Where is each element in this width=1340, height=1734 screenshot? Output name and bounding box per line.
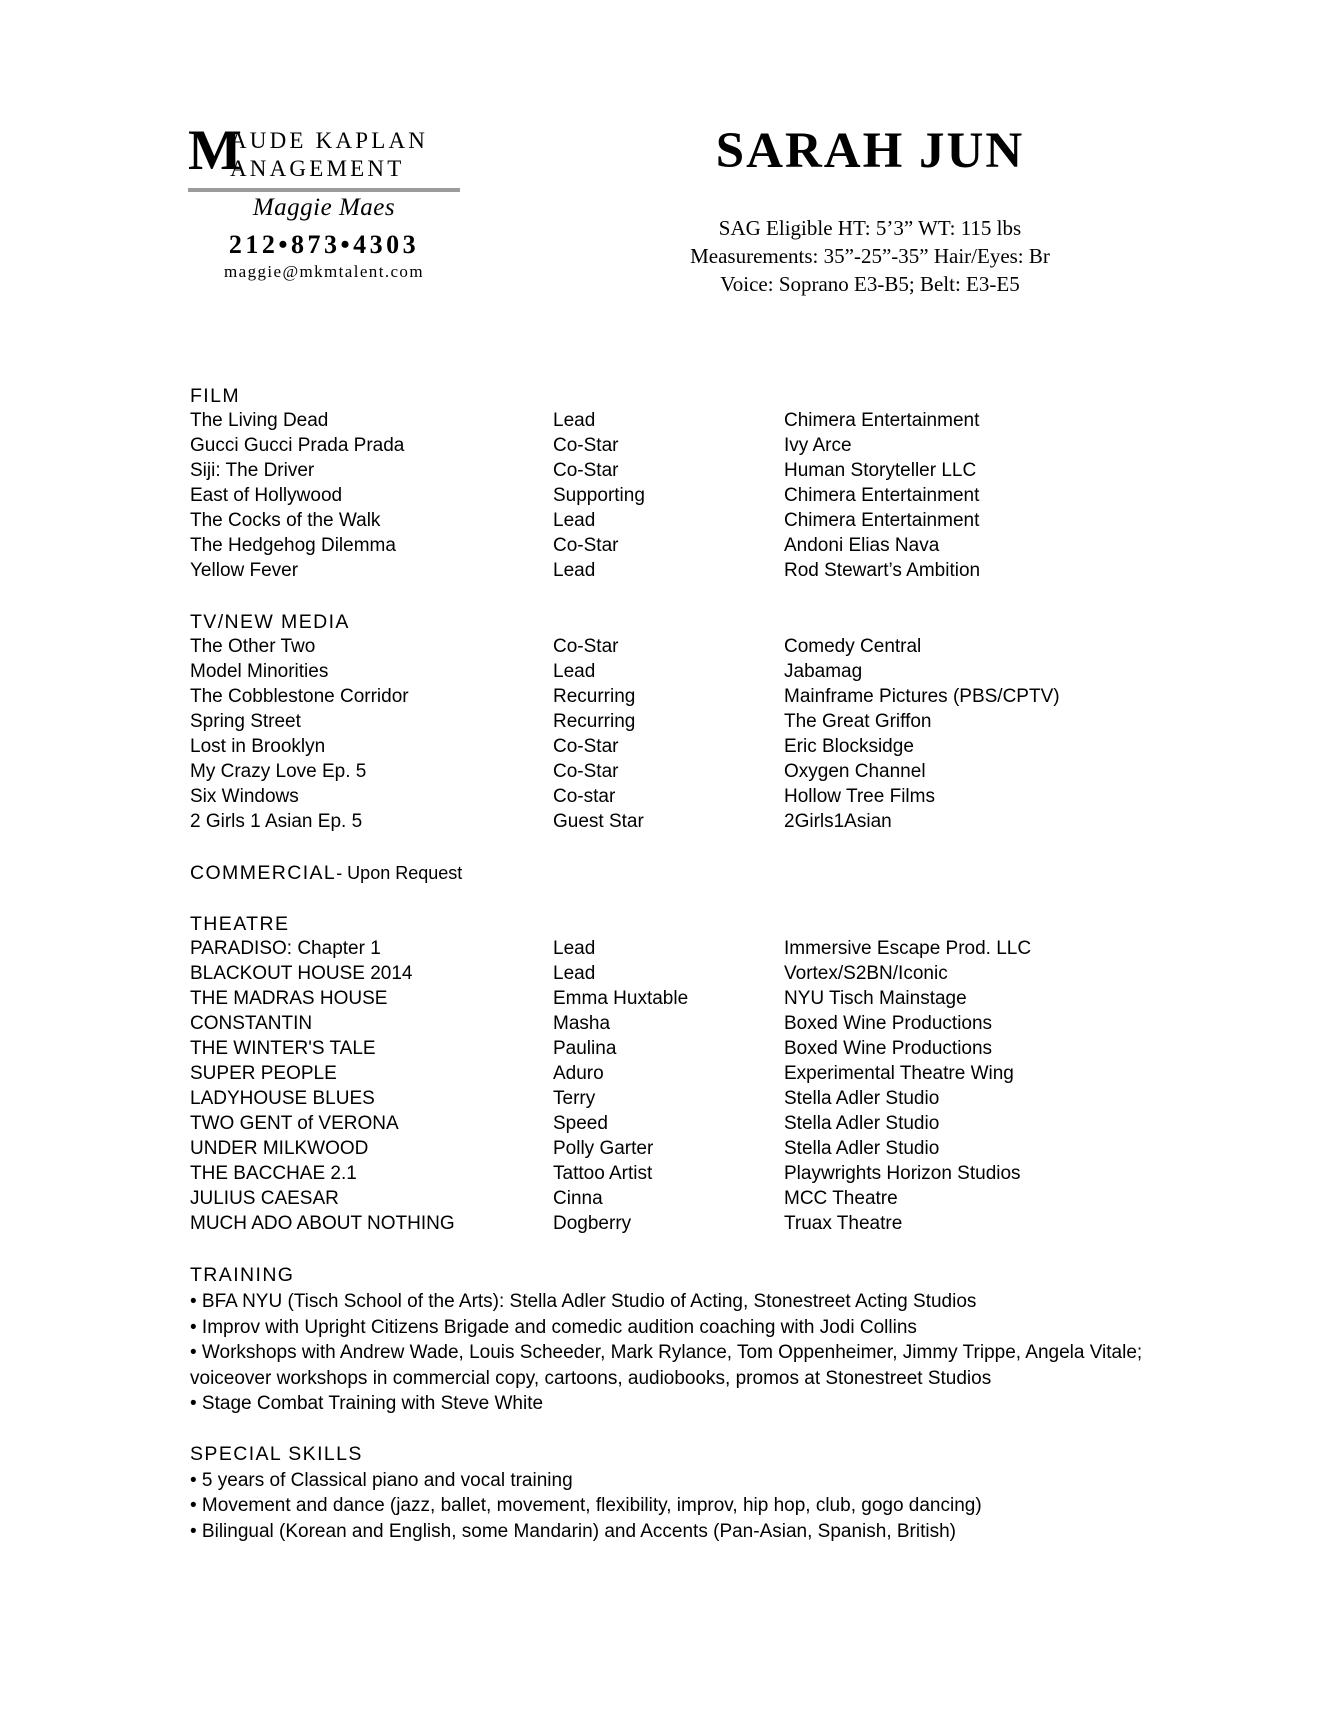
credit-house: 2Girls1Asian [784,811,892,832]
credit-house: Andoni Elias Nava [784,535,940,556]
credit-title: Model Minorities [190,661,329,682]
credit-house: Jabamag [784,661,863,682]
credit-house: Boxed Wine Productions [784,1038,993,1059]
credit-title: The Other Two [190,636,316,657]
agency-drop-cap: M [188,119,242,182]
credit-house: Immersive Escape Prod. LLC [784,938,1032,959]
agency-email[interactable]: maggie@mkmtalent.com [224,262,424,281]
credit-title: Yellow Fever [190,560,299,581]
credit-role: Supporting [553,485,645,506]
table-row [190,510,1200,535]
credit-role: Co-Star [553,535,619,556]
section-training [190,1264,1200,1417]
credit-house: Stella Adler Studio [784,1113,940,1134]
list-item: • Stage Combat Training with Steve White [190,1393,544,1414]
credit-title: East of Hollywood [190,485,343,506]
table-row [190,535,1200,560]
credit-role: Speed [553,1113,608,1134]
section-spacer [190,836,1200,862]
credit-role: Polly Garter [553,1138,654,1159]
actor-stats [520,214,1220,298]
list-item: • Bilingual (Korean and English, some Mandarin) and Accents (Pan-Asian, Spanish, British) [190,1520,956,1542]
section-heading-special-skills: SPECIAL SKILLS [190,1442,363,1465]
table-row [190,1088,1200,1113]
credit-house: Rod Stewart’s Ambition [784,560,981,581]
credit-title: The Living Dead [190,410,329,431]
table-row [190,1188,1200,1213]
section-tv-new-media [190,611,1200,836]
tv-credit-list [190,636,1200,836]
table-row [190,1163,1200,1188]
section-special-skills [190,1443,1200,1545]
credit-title: The Hedgehog Dilemma [190,535,396,556]
skills-list [190,1468,1200,1545]
credit-role: Co-Star [553,636,619,657]
resume-body [190,385,1200,1544]
credit-role: Lead [553,938,596,959]
table-row [190,1038,1200,1063]
credit-role: Co-Star [553,736,619,757]
credit-role: Co-star [553,786,616,807]
credit-house: Stella Adler Studio [784,1138,940,1159]
table-row [190,938,1200,963]
credit-house: The Great Griffon [784,711,932,732]
credit-title: Siji: The Driver [190,460,315,481]
credit-role: Emma Huxtable [553,988,689,1009]
credit-role: Lead [553,661,596,682]
credit-role: Terry [553,1088,596,1109]
table-row [190,485,1200,510]
credit-title: SUPER PEOPLE [190,1063,337,1084]
credit-role: Dogberry [553,1213,632,1234]
credit-house: Comedy Central [784,636,922,657]
table-row [190,410,1200,435]
section-heading-film: FILM [190,385,241,407]
credit-title: CONSTANTIN [190,1013,313,1034]
credit-title: THE BACCHAE 2.1 [190,1163,357,1184]
credit-title: Spring Street [190,711,301,732]
list-item: • Workshops with Andrew Wade, Louis Scheeder, Mark Rylance, Tom Oppenheimer, Jimmy Trippe, Angela Vitale; voiceover workshops in commercial copy, cartoons, audiobooks, promos at Stonestreet Studios [190,1342,1143,1389]
list-item: • BFA NYU (Tisch School of the Arts): Stella Adler Studio of Acting, Stonestreet Acting Studios [190,1291,977,1312]
credit-house: Boxed Wine Productions [784,1013,993,1034]
agency-line-2: ANAGEMENT [230,156,405,181]
credit-house: Human Storyteller LLC [784,460,977,481]
table-row [190,736,1200,761]
table-row [190,1013,1200,1038]
agent-name: Maggie Maes [252,194,396,221]
credit-house: Oxygen Channel [784,761,926,782]
agency-phone: 212•873•4303 [228,230,420,259]
actor-identity-block [520,122,1220,298]
credit-house: Vortex/S2BN/Iconic [784,963,948,984]
section-heading-training: TRAINING [190,1264,295,1286]
credit-title: Lost in Brooklyn [190,736,326,757]
credit-title: The Cocks of the Walk [190,510,381,531]
credit-title: LADYHOUSE BLUES [190,1088,375,1109]
list-item: • 5 years of Classical piano and vocal training [190,1469,573,1491]
table-row [190,435,1200,460]
theatre-credit-list [190,938,1200,1238]
section-heading-tv: TV/NEW MEDIA [190,611,350,633]
credit-house: Hollow Tree Films [784,786,935,807]
credit-role: Lead [553,410,596,431]
credit-title: 2 Girls 1 Asian Ep. 5 [190,811,363,832]
section-spacer [190,1417,1200,1443]
page-title: SARAH JUN [715,123,1025,179]
credit-title: Six Windows [190,786,299,807]
table-row [190,460,1200,485]
section-theatre [190,913,1200,1238]
credit-role: Co-Star [553,460,619,481]
table-row [190,1138,1200,1163]
training-list [190,1289,1200,1417]
credit-house: Truax Theatre [784,1213,903,1234]
credit-house: Mainframe Pictures (PBS/CPTV) [784,686,1060,707]
credit-role: Co-Star [553,761,619,782]
agency-name [188,119,488,192]
film-credit-list [190,410,1200,585]
section-spacer [190,1238,1200,1264]
table-row [190,811,1200,836]
agency-line-1: AUDE KAPLAN [230,128,429,153]
credit-house: Chimera Entertainment [784,485,980,506]
credit-house: Chimera Entertainment [784,510,980,531]
section-film [190,385,1200,585]
table-row [190,761,1200,786]
list-item: • Movement and dance (jazz, ballet, movement, flexibility, improv, hip hop, club, gogo dancing) [190,1495,982,1516]
table-row [190,711,1200,736]
table-row [190,636,1200,661]
credit-house: Playwrights Horizon Studios [784,1163,1021,1184]
section-heading-commercial [190,862,1200,885]
table-row [190,686,1200,711]
credit-role: Guest Star [553,811,644,832]
credit-role: Cinna [553,1188,603,1209]
table-row [190,560,1200,585]
commercial-suffix: - Upon Request [336,863,463,883]
credit-role: Lead [553,560,596,581]
section-heading-theatre: THEATRE [190,913,290,935]
credit-role: Lead [553,963,596,984]
credit-role: Recurring [553,686,636,707]
credit-title: BLACKOUT HOUSE 2014 [190,963,413,984]
credit-role: Aduro [553,1063,604,1084]
table-row [190,1213,1200,1238]
credit-house: Eric Blocksidge [784,736,914,757]
agency-logo-block [188,119,488,281]
credit-house: Experimental Theatre Wing [784,1063,1014,1084]
credit-title: PARADISO: Chapter 1 [190,938,381,959]
credit-house: Chimera Entertainment [784,410,980,431]
agency-divider [188,188,460,192]
credit-title: The Cobblestone Corridor [190,686,409,707]
section-commercial [190,862,1200,885]
credit-role: Co-Star [553,435,619,456]
table-row [190,661,1200,686]
credit-role: Paulina [553,1038,617,1059]
credit-house: NYU Tisch Mainstage [784,988,967,1009]
credit-house: Stella Adler Studio [784,1088,940,1109]
credit-role: Recurring [553,711,636,732]
table-row [190,988,1200,1013]
resume-header [0,0,1340,310]
credit-title: UNDER MILKWOOD [190,1138,369,1159]
table-row [190,1113,1200,1138]
stat-line-measurements: Measurements: 35”-25”-35” Hair/Eyes: Br [690,244,1050,268]
stat-line-voice: Voice: Soprano E3-B5; Belt: E3-E5 [720,272,1020,296]
credit-title: THE MADRAS HOUSE [190,988,388,1009]
section-spacer [190,585,1200,611]
credit-title: JULIUS CAESAR [190,1188,339,1209]
stat-line-union-height-weight: SAG Eligible HT: 5’3” WT: 115 lbs [718,216,1022,240]
credit-house: MCC Theatre [784,1188,898,1209]
credit-title: MUCH ADO ABOUT NOTHING [190,1213,455,1234]
credit-role: Masha [553,1013,611,1034]
credit-house: Ivy Arce [784,435,852,456]
credit-role: Lead [553,510,596,531]
credit-role: Tattoo Artist [553,1163,653,1184]
table-row [190,963,1200,988]
section-spacer [190,887,1200,913]
credit-title: TWO GENT of VERONA [190,1113,399,1134]
list-item: • Improv with Upright Citizens Brigade and comedic audition coaching with Jodi Collins [190,1316,917,1338]
credit-title: THE WINTER'S TALE [190,1038,376,1059]
table-row [190,1063,1200,1088]
credit-title: Gucci Gucci Prada Prada [190,435,405,456]
credit-title: My Crazy Love Ep. 5 [190,761,367,782]
commercial-label: COMMERCIAL [190,862,337,884]
table-row [190,786,1200,811]
